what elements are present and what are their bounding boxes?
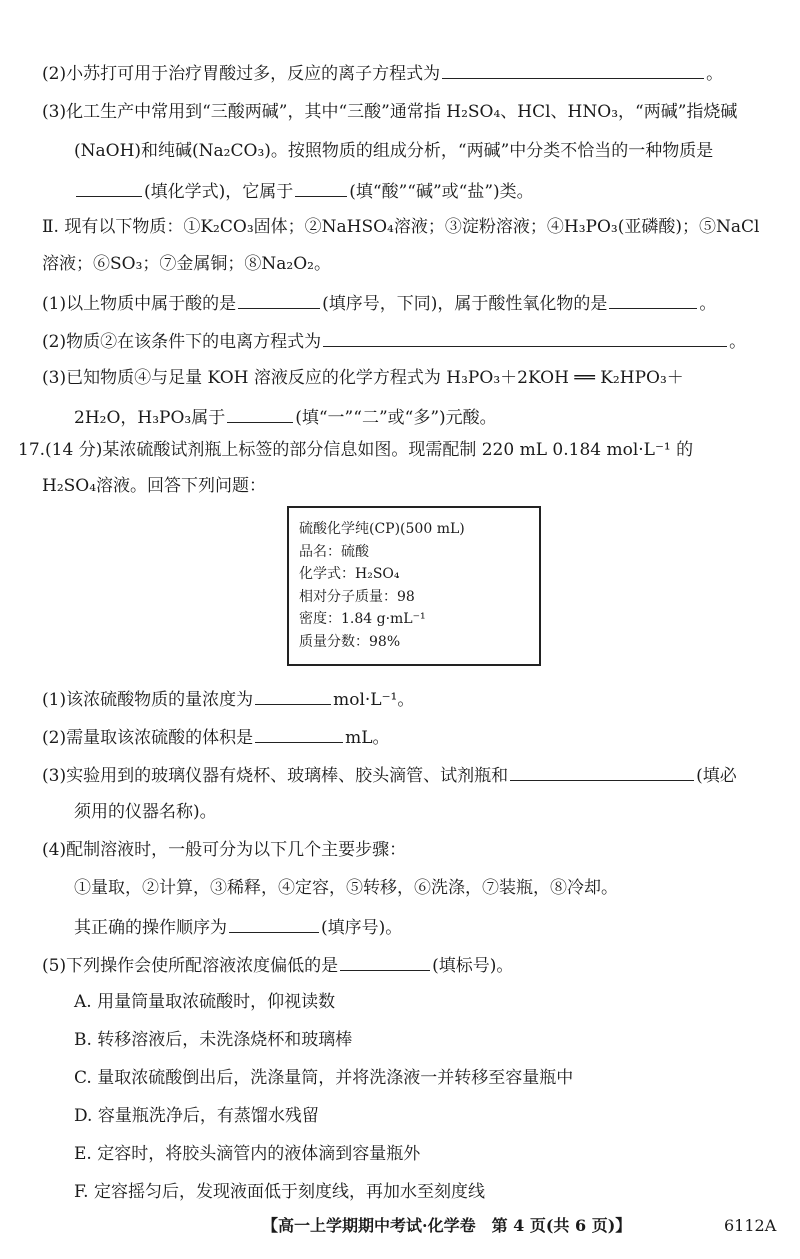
option-b: B. 转移溶液后，未洗涤烧杯和玻璃棒 — [74, 1030, 353, 1050]
question-text: (2)物质②在该条件下的电离方程式为 — [42, 332, 322, 352]
answer-blank[interactable] — [295, 178, 347, 197]
label-line: 硫酸化学纯(CP)(500 mL) — [299, 521, 465, 537]
question-text: mol·L⁻¹。 — [333, 690, 415, 710]
footer-code: 6112A — [724, 1216, 777, 1235]
answer-blank[interactable] — [442, 60, 704, 79]
question-i-3-line3 — [74, 178, 534, 204]
question-17-3-line1 — [42, 762, 737, 788]
label-line: 密度：1.84 g·mL⁻¹ — [299, 611, 426, 627]
punctuation: 。 — [699, 294, 717, 314]
answer-blank[interactable] — [340, 952, 430, 971]
option-d: D. 容量瓶洗净后，有蒸馏水残留 — [74, 1106, 319, 1126]
question-text: (3)实验用到的玻璃仪器有烧杯、玻璃棒、胶头滴管、试剂瓶和 — [42, 766, 509, 786]
answer-blank[interactable] — [229, 914, 319, 933]
option-c: C. 量取浓硫酸倒出后，洗涤量筒，并将洗涤液一并转移至容量瓶中 — [74, 1068, 574, 1088]
option-a: A. 用量筒量取浓硫酸时，仰视读数 — [74, 992, 336, 1012]
label-line: 化学式：H₂SO₄ — [299, 566, 400, 582]
question-17-4: (4)配制溶液时，一般可分为以下几个主要步骤： — [42, 840, 407, 860]
question-text: (5)下列操作会使所配溶液浓度偏低的是 — [42, 956, 339, 976]
question-text: (填化学式)，它属于 — [144, 182, 294, 202]
question-text: (填序号，下同)，属于酸性氧化物的是 — [322, 294, 608, 314]
question-17-line2: H₂SO₄溶液。回答下列问题： — [42, 476, 267, 496]
question-i-3-line1: (3)化工生产中常用到“三酸两碱”，其中“三酸”通常指 H₂SO₄、HCl、HNO₃，“两碱”指烧碱 — [42, 102, 738, 122]
option-f: F. 定容摇匀后，发现液面低于刻度线，再加水至刻度线 — [74, 1182, 485, 1202]
punctuation: 。 — [729, 332, 747, 352]
option-e: E. 定容时，将胶头滴管内的液体滴到容量瓶外 — [74, 1144, 421, 1164]
question-17-3-line2: 须用的仪器名称)。 — [74, 802, 217, 822]
question-17-5 — [42, 952, 513, 978]
question-17-4-order — [74, 914, 402, 940]
question-text: (1)该浓硫酸物质的量浓度为 — [42, 690, 254, 710]
question-text: (填标号)。 — [432, 956, 514, 976]
answer-blank[interactable] — [323, 328, 727, 347]
question-text: (填必 — [696, 766, 737, 786]
question-17-line1: 17.(14 分)某浓硫酸试剂瓶上标签的部分信息如图。现需配制 220 mL 0.184 mol·L⁻¹ 的 — [18, 440, 694, 460]
question-i-2 — [42, 60, 723, 86]
question-text: (1)以上物质中属于酸的是 — [42, 294, 237, 314]
question-17-2 — [42, 724, 390, 750]
question-ii-2 — [42, 328, 746, 354]
section-ii-intro-line2: 溶液；⑥SO₃；⑦金属铜；⑧Na₂O₂。 — [42, 254, 331, 274]
answer-blank[interactable] — [609, 290, 697, 309]
answer-blank[interactable] — [510, 762, 694, 781]
question-ii-3-line2 — [74, 404, 497, 430]
answer-blank[interactable] — [76, 178, 142, 197]
answer-blank[interactable] — [255, 724, 343, 743]
label-line: 质量分数：98% — [299, 633, 401, 650]
question-ii-3-line1: (3)已知物质④与足量 KOH 溶液反应的化学方程式为 H₃PO₃＋2KOH ══ K₂HPO₃＋ — [42, 368, 684, 388]
question-text: (填“酸”“碱”或“盐”)类。 — [349, 182, 534, 202]
question-text: 其正确的操作顺序为 — [74, 918, 227, 938]
question-17-1 — [42, 686, 414, 712]
answer-blank[interactable] — [227, 404, 293, 423]
question-text: (2)需量取该浓硫酸的体积是 — [42, 728, 254, 748]
answer-blank[interactable] — [238, 290, 320, 309]
footer-title: 【高一上学期期中考试·化学卷 第 4 页(共 6 页)】 — [262, 1216, 632, 1235]
question-ii-1 — [42, 290, 716, 316]
label-line: 品名：硫酸 — [299, 543, 369, 560]
question-text: (填序号)。 — [321, 918, 403, 938]
label-line: 相对分子质量：98 — [299, 588, 415, 605]
question-17-4-steps: ①量取，②计算，③稀释，④定容，⑤转移，⑥洗涤，⑦装瓶，⑧冷却。 — [74, 878, 618, 898]
section-ii-intro-line1: Ⅱ. 现有以下物质：①K₂CO₃固体；②NaHSO₄溶液；③淀粉溶液；④H₃PO₃(亚磷酸)；⑤NaCl — [42, 217, 760, 237]
reagent-label — [287, 506, 541, 666]
question-i-3-line2: (NaOH)和纯碱(Na₂CO₃)。按照物质的组成分析，“两碱”中分类不恰当的一种物质是 — [74, 141, 714, 161]
answer-blank[interactable] — [255, 686, 331, 705]
question-text: mL。 — [345, 728, 390, 748]
question-text: 2H₂O，H₃PO₃属于 — [74, 408, 226, 428]
question-text: (2)小苏打可用于治疗胃酸过多，反应的离子方程式为 — [42, 64, 441, 84]
punctuation: 。 — [706, 64, 724, 84]
question-text: (填“一”“二”或“多”)元酸。 — [295, 408, 497, 428]
